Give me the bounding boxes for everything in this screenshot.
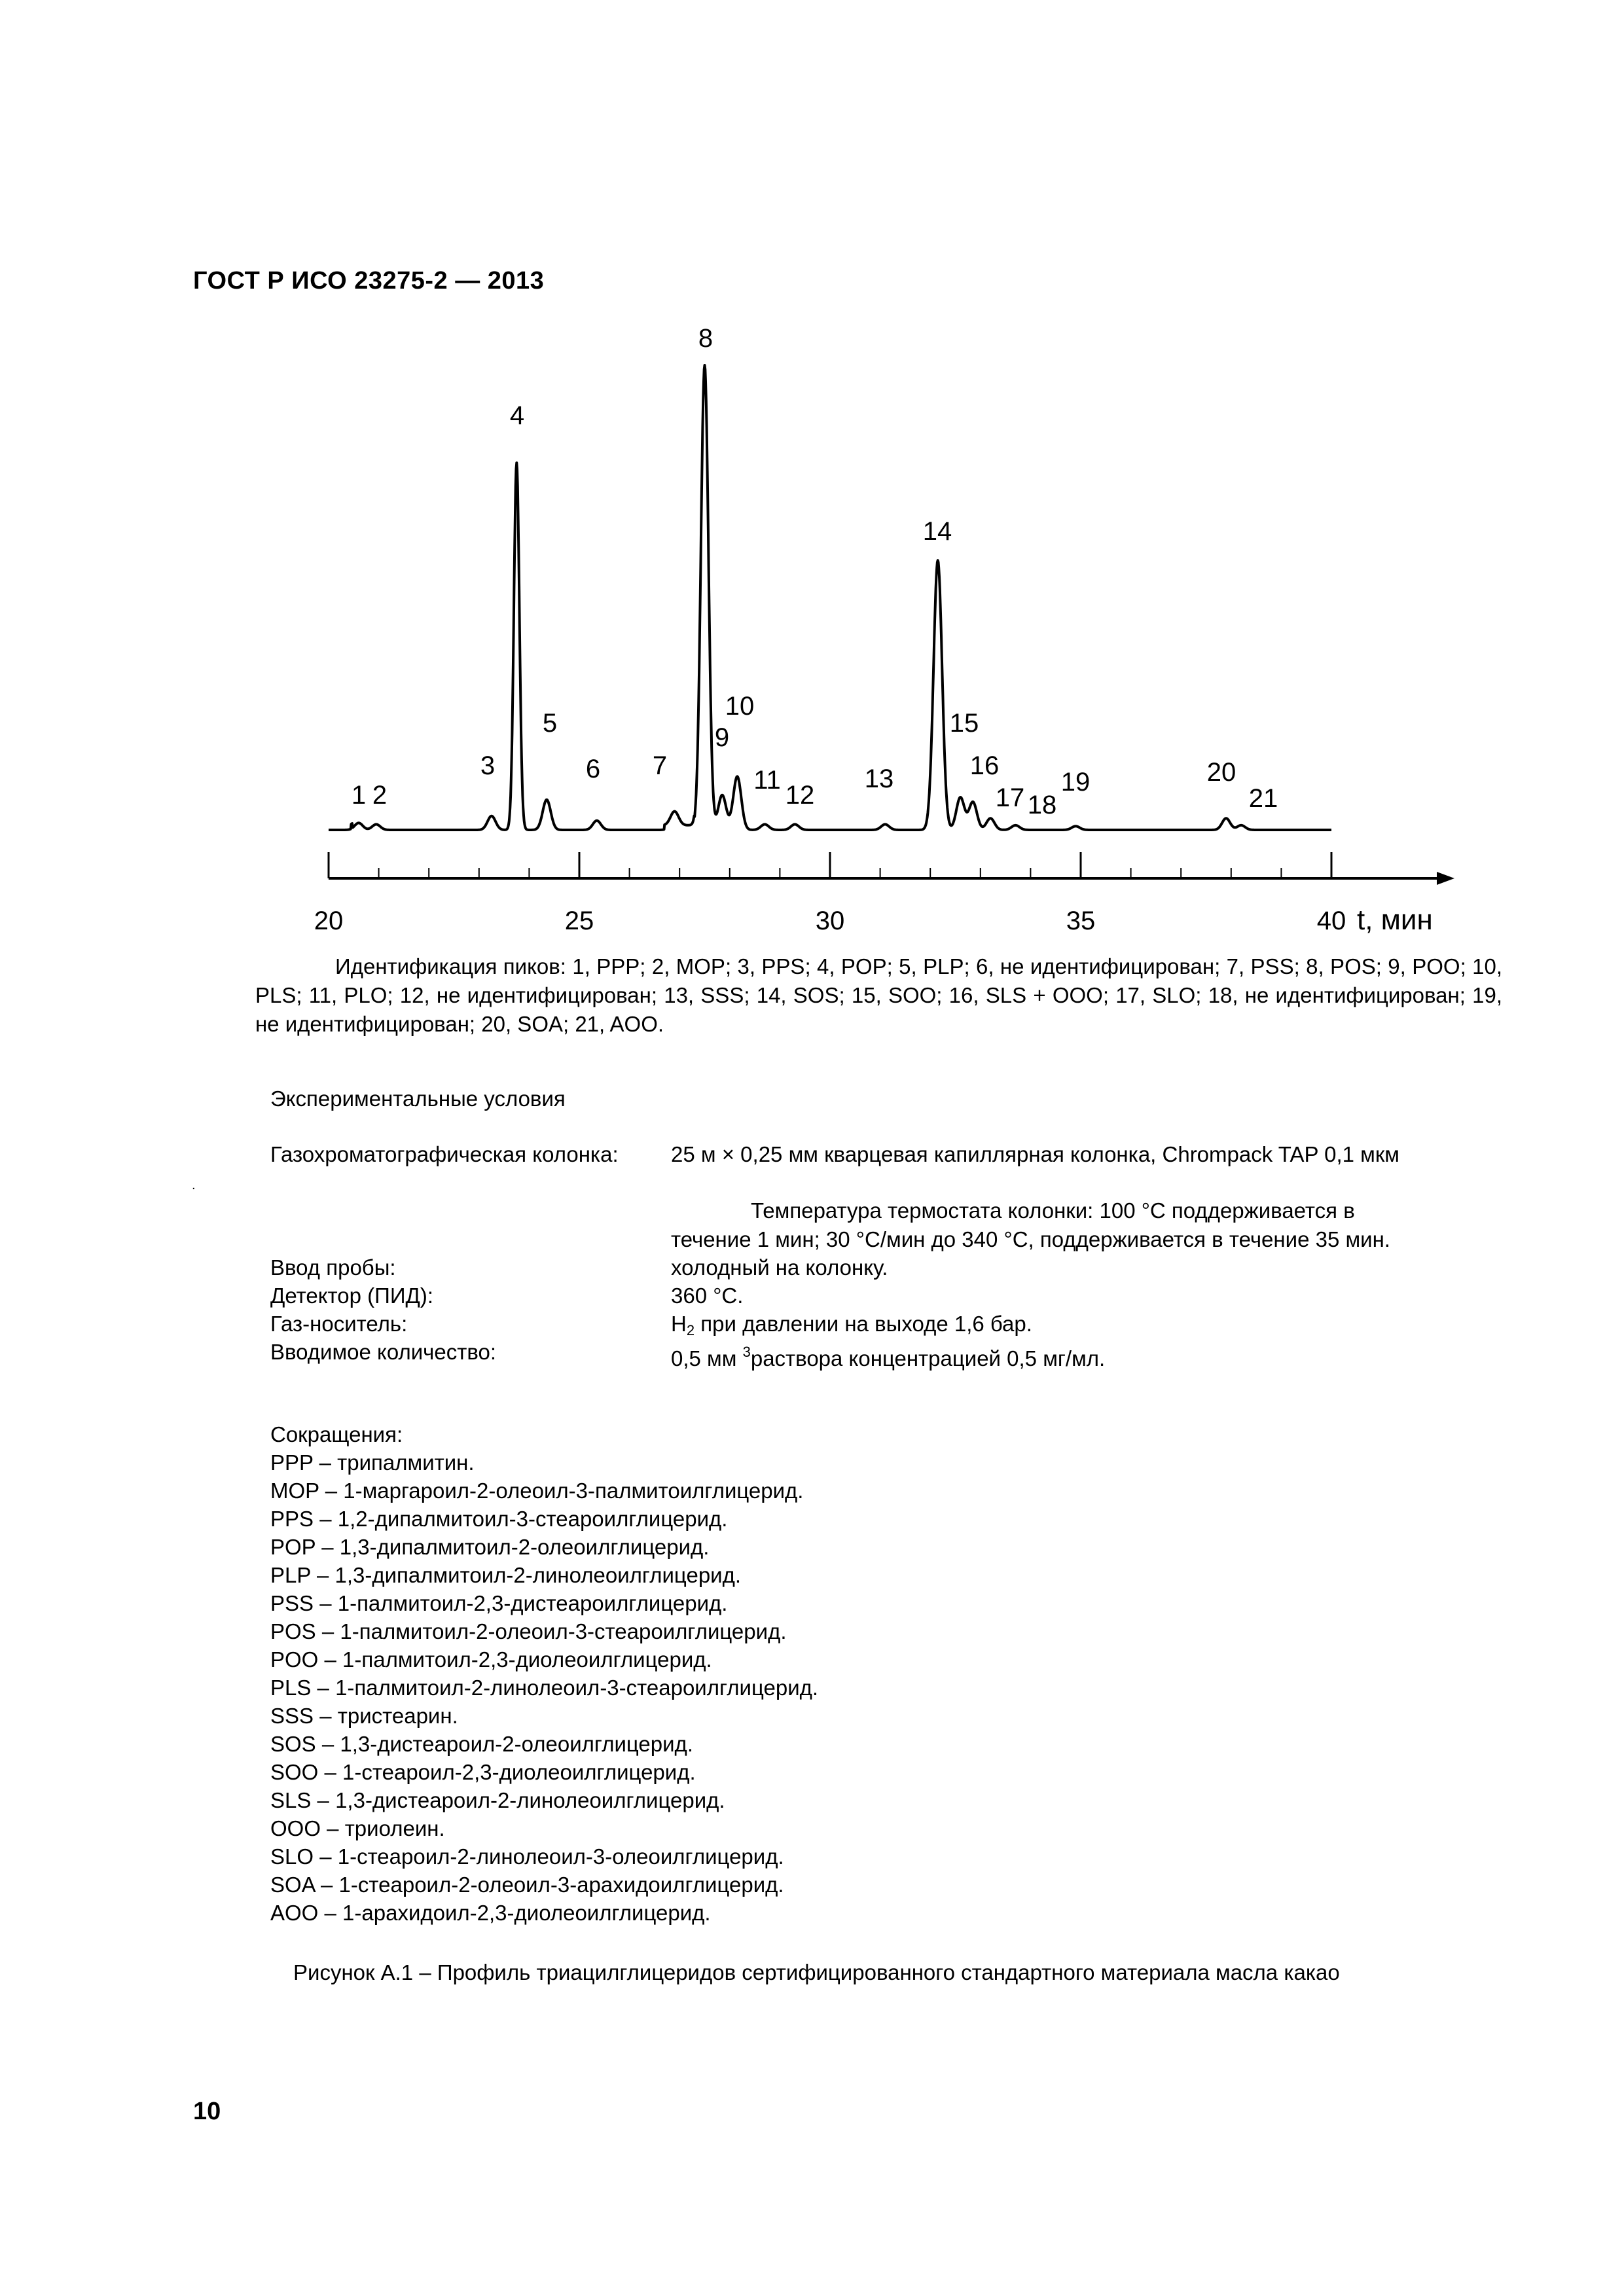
volume-label: Вводимое количество:	[270, 1340, 497, 1364]
abbreviation-item: PPS – 1,2-дипалмитоил-3-стеароилглицерид.	[270, 1507, 728, 1531]
peak-label-20: 20	[1206, 758, 1236, 787]
volume-text-a: 0,5 мм	[671, 1346, 743, 1371]
peak-label-15: 15	[949, 709, 979, 738]
peak-label-4: 4	[509, 401, 525, 430]
abbreviation-item: SOA – 1-стеароил-2-олеоил-3-арахидоилглицерид.	[270, 1873, 784, 1897]
peak-label-2: 2	[372, 781, 388, 810]
abbreviation-item: POS – 1-палмитоил-2-олеоил-3-стеароилглицерид.	[270, 1619, 787, 1643]
x-tick-label: 35	[1066, 906, 1096, 935]
peak-label-14: 14	[922, 517, 952, 546]
document-header: ГОСТ Р ИСО 23275-2 — 2013	[193, 267, 545, 295]
peak-label-13: 13	[864, 764, 894, 793]
volume-sup: 3	[742, 1344, 751, 1360]
peak-label-6: 6	[585, 755, 601, 783]
abbreviation-item: SLO – 1-стеароил-2-линолеоил-3-олеоилглицерид.	[270, 1844, 784, 1869]
abbreviation-item: SSS – тристеарин.	[270, 1704, 458, 1728]
abbreviation-item: MOP – 1-маргароил-2-олеоил-3-палмитоилглицерид.	[270, 1479, 804, 1503]
column-value: 25 м × 0,25 мм кварцевая капиллярная колонка, Chrompack TAP 0,1 мкм	[671, 1142, 1399, 1166]
abbreviation-item: SOS – 1,3-дистеароил-2-олеоилглицерид.	[270, 1732, 693, 1756]
peak-label-10: 10	[725, 692, 755, 721]
column-label: Газохроматографическая колонка:	[270, 1142, 619, 1166]
peak-label-9: 9	[714, 723, 730, 752]
abbreviation-item: OOO – триолеин.	[270, 1816, 445, 1840]
peak-label-17: 17	[995, 783, 1025, 812]
chromatogram-chart	[0, 0, 1624, 969]
peak-label-3: 3	[480, 751, 496, 780]
figure-caption: Рисунок А.1 – Профиль триацилглицеридов сертифицированного стандартного материала масла какао	[293, 1960, 1340, 1984]
peak-label-18: 18	[1027, 791, 1057, 819]
x-axis-label: t, мин	[1357, 904, 1433, 936]
x-tick-label: 25	[564, 906, 594, 935]
oven-line-1: Температура термостата колонки: 100 °C поддерживается в	[751, 1198, 1355, 1223]
peak-label-21: 21	[1248, 784, 1278, 813]
abbreviation-item: PLP – 1,3-дипалмитоил-2-линолеоилглицерид.	[270, 1563, 742, 1587]
x-axis-arrow	[1437, 872, 1454, 885]
abbreviation-item: SOO – 1-стеароил-2,3-диолеоилглицерид.	[270, 1760, 696, 1784]
chromatogram-trace	[329, 365, 1331, 830]
oven-temperature	[671, 1196, 1502, 1254]
x-tick-label: 20	[314, 906, 344, 935]
peak-label-1: 1	[351, 781, 367, 810]
abbreviation-item: POO – 1-палмитоил-2,3-диолеоилглицерид.	[270, 1647, 712, 1672]
oven-line-2: течение 1 мин; 30 °C/мин до 340 °C, поддерживается в течение 35 мин.	[671, 1227, 1390, 1251]
carrier-h: H	[671, 1312, 687, 1336]
peak-label-5: 5	[542, 709, 558, 738]
peak-identification	[255, 952, 1502, 1039]
peak-label-8: 8	[698, 324, 713, 353]
abbreviations	[270, 1420, 818, 1927]
peak-label-16: 16	[969, 751, 1000, 780]
volume-text-b: раствора концентрацией 0,5 мг/мл.	[750, 1346, 1106, 1371]
peak-identification-text: Идентификация пиков: 1, PPP; 2, MOP; 3, PPS; 4, POP; 5, PLP; 6, не идентифицирован; 7, PSS; 8, POS; 9, POO; 10, PLS; 11, PLO; 12, не идентифицирован; 13, SSS; 14, SOS; 15, SOO; 16, SLS + OOO; 17, SLO; 18, не идентифицирован; 19, не идентифицирован; 20, SOA; 21, AOO.	[255, 954, 1502, 1036]
carrier-text: при давлении на выходе 1,6 бар.	[695, 1312, 1032, 1336]
conditions-title: Экспериментальные условия	[270, 1086, 566, 1111]
peak-label-11: 11	[753, 766, 781, 795]
x-tick-label: 40	[1316, 906, 1346, 935]
abbreviation-item: PLS – 1-палмитоил-2-линолеоил-3-стеароилглицерид.	[270, 1676, 819, 1700]
peak-label-7: 7	[652, 751, 668, 780]
abbreviation-item: PSS – 1-палмитоил-2,3-дистеароилглицерид.	[270, 1591, 728, 1615]
abbreviation-item: POP – 1,3-дипалмитоил-2-олеоилглицерид.	[270, 1535, 710, 1559]
injection-value: холодный на колонку.	[671, 1255, 888, 1280]
abbreviation-item: SLS – 1,3-дистеароил-2-линолеоилглицерид.	[270, 1788, 725, 1812]
detector-label: Детектор (ПИД):	[270, 1283, 434, 1308]
abbreviation-item: AOO – 1-арахидоил-2,3-диолеоилглицерид.	[270, 1901, 711, 1925]
page-number: 10	[193, 2098, 221, 2125]
x-tick-label: 30	[815, 906, 845, 935]
injection-label: Ввод пробы:	[270, 1255, 396, 1280]
carrier-sub: 2	[686, 1322, 695, 1338]
volume-value	[671, 1338, 1105, 1372]
peak-label-12: 12	[785, 781, 815, 810]
abbreviations-title: Сокращения:	[270, 1422, 403, 1446]
abbreviation-item: PPP – трипалмитин.	[270, 1450, 475, 1475]
stray-dot: .	[192, 1178, 196, 1193]
detector-value: 360 °C.	[671, 1283, 744, 1308]
peak-label-19: 19	[1060, 768, 1091, 797]
carrier-label: Газ-носитель:	[270, 1312, 408, 1336]
